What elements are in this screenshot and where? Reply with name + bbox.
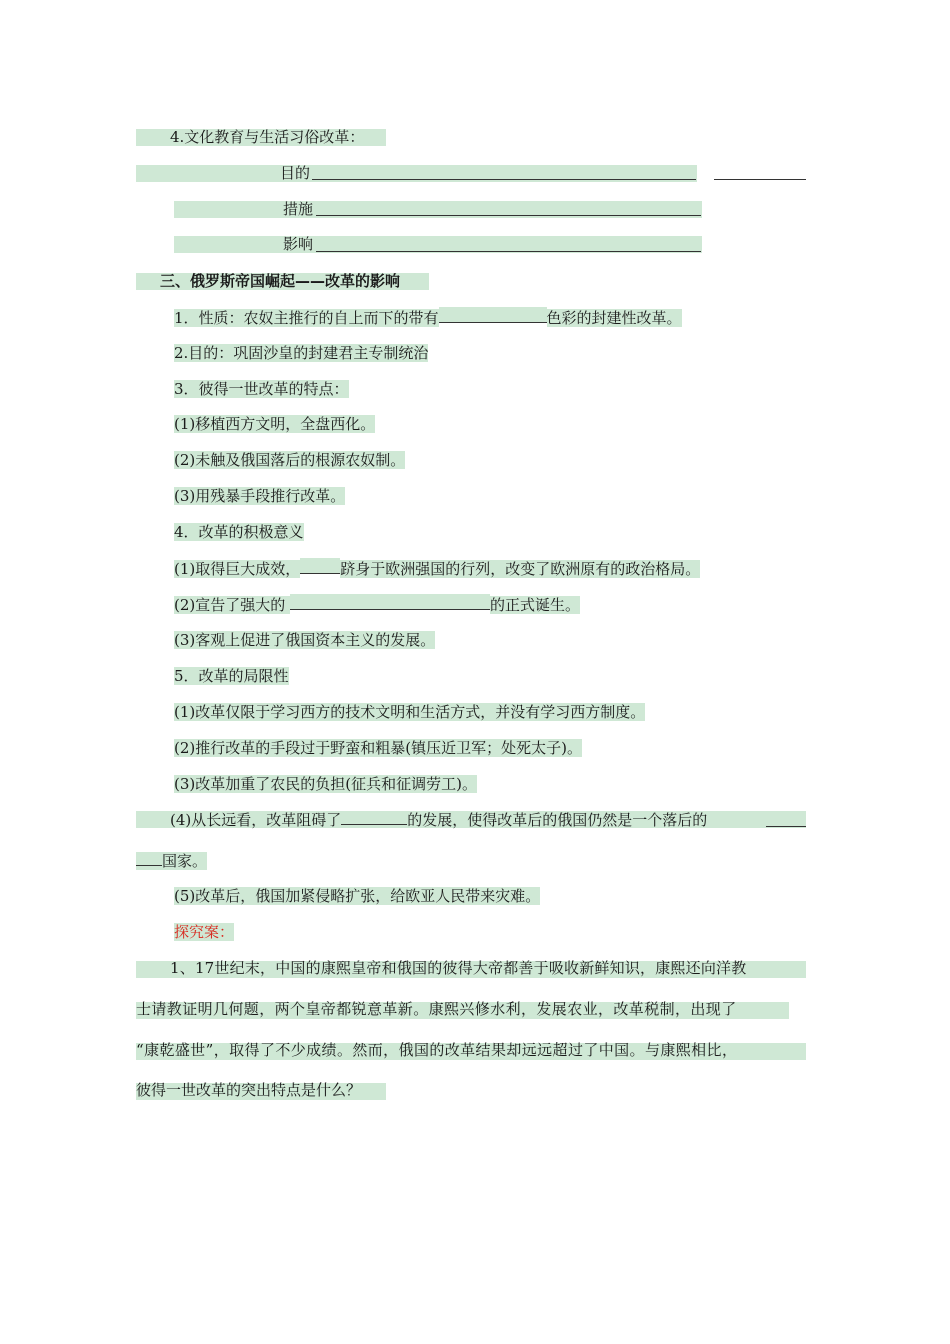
text: 2.目的：巩固沙皇的封建君主专制统治 [174, 344, 429, 362]
list-item [174, 630, 435, 650]
question-line: “康乾盛世”，取得了不少成绩。然而，俄国的改革结果却远远超过了中国。与康熙相比， [136, 1041, 738, 1059]
text: 色彩的封建性改革。 [546, 309, 682, 327]
question-line: 1、17世纪末，中国的康熙皇帝和俄国的彼得大帝都善于吸收新鲜知识，康熙还向洋教 [170, 959, 747, 977]
answer-blank[interactable] [714, 179, 806, 180]
purpose-label: 目的 [280, 164, 311, 182]
paragraph-significance [174, 522, 304, 542]
text: 3．彼得一世改革的特点： [174, 380, 349, 398]
list-item [174, 886, 540, 906]
section-heading: 三、俄罗斯帝国崛起——改革的影响 [160, 272, 401, 290]
text: 1．性质：农奴主推行的自上而下的带有 [174, 309, 439, 327]
text: 的发展，使得改革后的俄国仍然是一个落后的 [407, 811, 708, 829]
list-item [174, 558, 700, 579]
answer-blank[interactable] [439, 307, 547, 323]
paragraph-nature [174, 307, 682, 328]
list-item [174, 774, 477, 794]
section-title: 4.文化教育与生活习俗改革： [170, 128, 365, 146]
answer-blank[interactable] [341, 809, 407, 825]
answer-blank[interactable] [312, 179, 696, 180]
text: 跻身于欧洲强国的行列，改变了欧洲原有的政治格局。 [340, 560, 701, 578]
text: 5．改革的局限性 [174, 667, 289, 685]
text: (4)从长远看，改革阻碍了 [170, 811, 342, 829]
list-item [174, 486, 345, 506]
list-item [174, 738, 582, 758]
text: 4．改革的积极意义 [174, 523, 304, 541]
question-line: 士请教证明几何题，两个皇帝都锐意革新。康熙兴修水利，发展农业，改革税制，出现了 [136, 1000, 737, 1018]
list-item-continued [136, 850, 207, 871]
explore-label [174, 922, 234, 942]
text: (2)宣告了强大的 [174, 596, 291, 614]
list-item [174, 450, 405, 470]
question-line: 彼得一世改革的突出特点是什么？ [136, 1081, 362, 1099]
list-item [170, 809, 707, 830]
answer-blank[interactable] [766, 826, 806, 827]
text: (3)改革加重了农民的负担(征兵和征调劳工)。 [174, 775, 477, 793]
answer-blank[interactable] [316, 251, 701, 252]
answer-blank[interactable] [300, 558, 340, 574]
text: (1)取得巨大成效， [174, 560, 301, 578]
impact-label: 影响 [283, 235, 314, 253]
paragraph-limitations [174, 666, 289, 686]
answer-blank[interactable] [290, 594, 490, 610]
list-item [174, 594, 580, 615]
answer-blank[interactable] [136, 850, 162, 866]
paragraph-features [174, 379, 349, 399]
text: (2)推行改革的手段过于野蛮和粗暴(镇压近卫军；处死太子)。 [174, 739, 582, 757]
text: (2)未触及俄国落后的根源农奴制。 [174, 451, 406, 469]
answer-blank[interactable] [316, 215, 701, 216]
text: 的正式诞生。 [490, 596, 581, 614]
list-item [174, 414, 375, 434]
paragraph-purpose [174, 343, 428, 363]
text: (3)客观上促进了俄国资本主义的发展。 [174, 631, 436, 649]
text: (1)移植西方文明，全盘西化。 [174, 415, 376, 433]
list-item [174, 702, 645, 722]
text: 探究案： [174, 923, 235, 941]
text: (5)改革后，俄国加紧侵略扩张，给欧亚人民带来灾难。 [174, 887, 541, 905]
text: (3)用残暴手段推行改革。 [174, 487, 346, 505]
text: 国家。 [162, 852, 208, 870]
text: (1)改革仅限于学习西方的技术文明和生活方式，并没有学习西方制度。 [174, 703, 646, 721]
measures-label: 措施 [283, 200, 314, 218]
